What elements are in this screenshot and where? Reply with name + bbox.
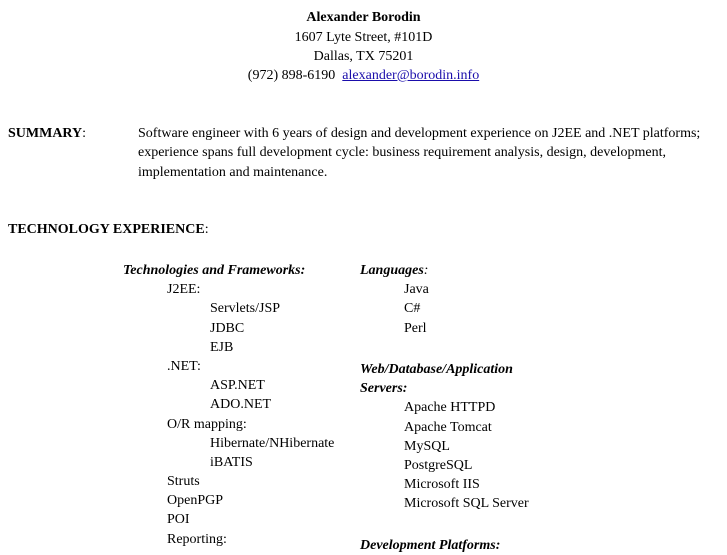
phone-number: (972) 898-6190: [247, 68, 336, 83]
language-item: Java: [404, 282, 429, 298]
servers-section: [360, 360, 529, 514]
framework-item: J2EE:: [167, 282, 201, 298]
framework-item: iBATIS: [210, 454, 253, 470]
platforms-section: [360, 536, 500, 555]
framework-item: Struts: [167, 474, 200, 490]
framework-item: POI: [167, 512, 190, 528]
frameworks-column: [123, 261, 334, 549]
resume-name: Alexander Borodin: [306, 10, 421, 25]
languages-heading: Languages: [360, 263, 424, 278]
servers-heading: Web/Database/Application: [360, 362, 513, 377]
server-item: Microsoft SQL Server: [404, 496, 529, 512]
server-item: Apache Tomcat: [404, 419, 492, 435]
framework-item: ASP.NET: [210, 378, 265, 394]
framework-item: Reporting:: [167, 531, 227, 547]
framework-item: Servlets/JSP: [210, 301, 281, 317]
language-item: C#: [404, 301, 421, 317]
server-item: MySQL: [404, 438, 450, 454]
summary-label: SUMMARY: [8, 126, 83, 141]
language-item: Perl: [404, 320, 427, 336]
server-item: Apache HTTPD: [404, 400, 496, 416]
servers-heading-cont: Servers:: [360, 381, 408, 397]
tech-heading: [8, 220, 209, 239]
summary-colon: :: [82, 126, 87, 141]
address-city: Dallas, TX 75201: [313, 49, 414, 64]
server-item: Microsoft IIS: [404, 477, 480, 493]
summary-heading: [8, 124, 86, 143]
tech-colon: :: [204, 222, 209, 237]
frameworks-heading: Technologies and Frameworks:: [123, 263, 306, 278]
contact-line: [0, 66, 727, 85]
framework-item: EJB: [210, 339, 234, 355]
email-link[interactable]: alexander@borodin.info: [342, 68, 480, 83]
address-street: 1607 Lyte Street, #101D: [294, 30, 433, 45]
framework-item: JDBC: [210, 320, 245, 336]
tech-label: TECHNOLOGY EXPERIENCE: [8, 222, 205, 237]
framework-item: .NET:: [167, 358, 201, 374]
framework-item: Hibernate/NHibernate: [210, 435, 335, 451]
languages-section: [360, 261, 429, 338]
framework-item: OpenPGP: [167, 493, 224, 509]
summary-text: Software engineer with 6 years of design and development experience on J2EE and .NET platforms; experience spans full development cycle: business requirement analysis, design, development, implementation and maintenance.: [138, 126, 701, 180]
languages-heading-line: [360, 261, 429, 280]
framework-item: ADO.NET: [210, 397, 272, 413]
languages-colon: :: [423, 263, 429, 278]
platforms-heading: Development Platforms:: [360, 538, 501, 553]
server-item: PostgreSQL: [404, 457, 473, 473]
framework-item: O/R mapping:: [167, 416, 247, 432]
